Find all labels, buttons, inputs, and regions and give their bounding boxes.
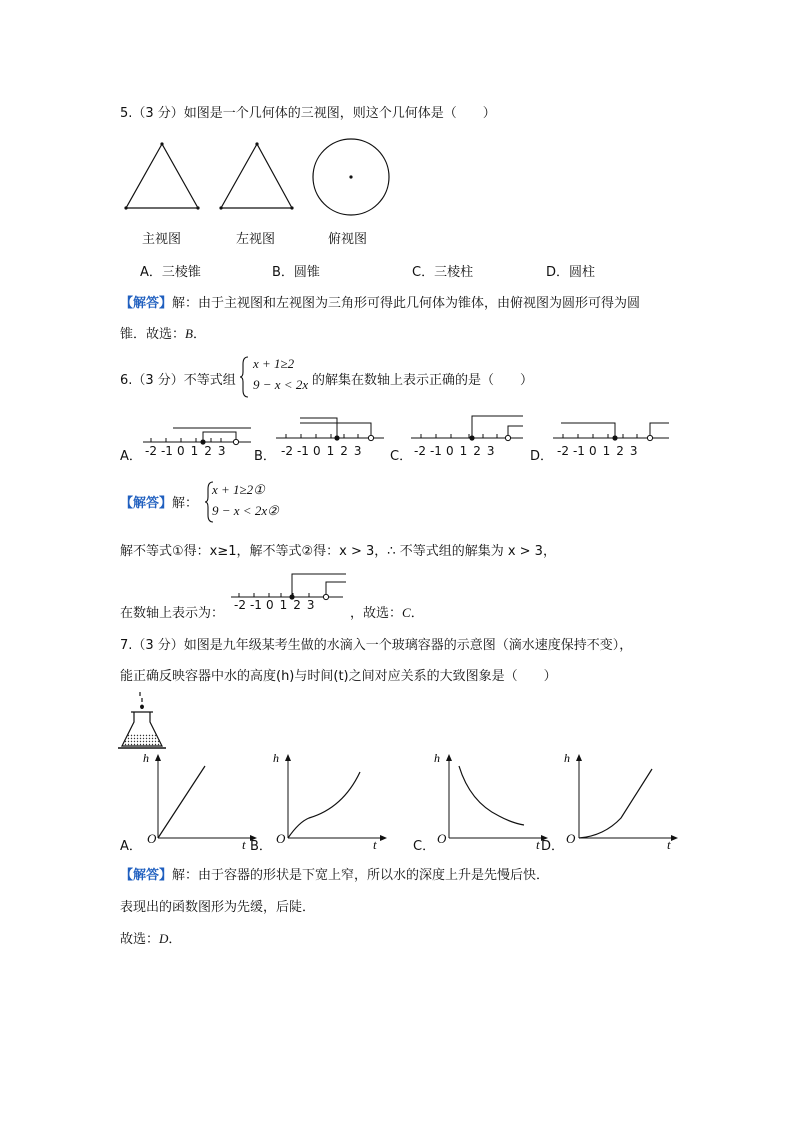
q6-answer-choice: C: [402, 605, 411, 620]
graph-a-origin: O: [147, 831, 157, 846]
q7-option-b-letter: B．: [250, 839, 272, 854]
q6-steps: 解不等式①得：x≥1，解不等式②得：x > 3，∴ 不等式组的解集为 x > 3，: [120, 544, 556, 559]
q6-number-line-prefix: 在数轴上表示为：: [120, 606, 225, 621]
tick-label: -2: [234, 598, 246, 612]
flask-illustration: [118, 692, 168, 752]
tick-label: -1: [572, 444, 585, 458]
graph-c-t-label: t: [536, 837, 540, 852]
q6-option-c-letter: C．: [390, 449, 413, 464]
q6-stem-prefix: 6.（3 分）不等式组: [120, 373, 236, 388]
q6-answer-system-line2: 9 − x < 2x②: [212, 503, 279, 518]
q7-graph-b: [273, 751, 393, 844]
q6-option-b-letter: B．: [254, 449, 276, 464]
tick-label: 0: [265, 598, 274, 612]
q6-brace: [240, 356, 250, 398]
q5-option-b: B．圆锥: [272, 265, 320, 280]
tick-label: 2: [293, 598, 301, 612]
q5-answer-end: ．: [192, 327, 206, 342]
q7-answer-line3: [120, 928, 181, 947]
label-side-view: 左视图: [236, 232, 276, 247]
tick-label: 0: [588, 444, 597, 458]
tick-label: 0: [445, 444, 454, 458]
q7-graph-c: [434, 751, 554, 844]
q7-stem-line1: 7.（3 分）如图是九年级某考生做的水滴入一个玻璃容器的示意图（滴水速度保持不变），: [120, 638, 633, 653]
tick-label: 3: [306, 598, 315, 612]
graph-b-t-label: t: [373, 837, 377, 852]
q5-option-a: A．三棱锥: [140, 265, 201, 280]
tick-label: 0: [312, 444, 321, 458]
q7-graph-a: [143, 751, 258, 844]
graph-d-curve: [579, 769, 652, 838]
graph-d-origin: O: [566, 831, 576, 846]
q6-answer-intro-text: 解：: [172, 496, 199, 511]
q7-stem-line2: 能正确反映容器中水的高度(h)与时间(t)之间对应关系的大致图象是（ ）: [120, 669, 557, 684]
q6-option-a-ticks: [145, 444, 232, 458]
q7-option-a-letter: A．: [120, 839, 142, 854]
tick-label: 3: [629, 444, 638, 458]
graph-c-curve: [459, 766, 524, 825]
q6-answer-intro: [120, 492, 198, 511]
q5-answer-line1: [120, 292, 640, 311]
q6-option-d-ticks: [557, 444, 644, 458]
tick-label: 3: [217, 444, 226, 458]
q5-three-views: [120, 138, 400, 218]
q6-answer-end: ．: [410, 606, 424, 621]
tick-label: -2: [281, 444, 293, 458]
q6-answer-ticks: [234, 598, 321, 612]
tick-label: 1: [459, 444, 468, 458]
tick-label: 2: [473, 444, 481, 458]
answer-tag: 【解答】: [120, 496, 173, 511]
graph-a-curve: [158, 766, 205, 838]
tick-label: -1: [160, 444, 173, 458]
side-view-triangle: [221, 144, 292, 208]
tick-label: -2: [414, 444, 426, 458]
q5-option-c: C．三棱柱: [412, 265, 474, 280]
q5-option-d: D．圆柱: [546, 265, 596, 280]
graph-b-origin: O: [276, 831, 286, 846]
q7-answer-end: ．: [168, 932, 182, 947]
tick-label: 1: [602, 444, 611, 458]
tick-label: 1: [326, 444, 335, 458]
label-top-view: 俯视图: [328, 232, 368, 247]
q5-stem: 5.（3 分）如图是一个几何体的三视图，则这个几何体是（ ）: [120, 106, 496, 121]
tick-label: -2: [145, 444, 157, 458]
answer-tag: 【解答】: [120, 296, 173, 311]
q5-answer-line2: [120, 323, 206, 342]
answer-tag: 【解答】: [120, 868, 173, 883]
tick-label: -1: [296, 444, 309, 458]
q7-option-c-letter: C．: [413, 839, 436, 854]
q5-answer-prefix: 锥．故选：: [120, 327, 186, 342]
tick-label: 2: [340, 444, 348, 458]
graph-d-h-label: h: [564, 751, 570, 765]
q6-option-d-letter: D．: [530, 449, 554, 464]
q7-option-d-letter: D．: [541, 839, 565, 854]
tick-label: -2: [557, 444, 569, 458]
tick-label: 3: [353, 444, 362, 458]
tick-label: 2: [616, 444, 624, 458]
graph-a-t-label: t: [242, 837, 246, 852]
tick-label: -1: [429, 444, 442, 458]
tick-label: 3: [486, 444, 495, 458]
tick-label: 1: [190, 444, 199, 458]
label-front-view: 主视图: [142, 232, 182, 247]
q6-system-line1: x + 1≥2: [253, 356, 295, 371]
q7-answer-prefix: 故选：: [120, 932, 160, 947]
tick-label: -1: [249, 598, 262, 612]
tick-label: 1: [279, 598, 288, 612]
q6-option-a-letter: A．: [120, 449, 142, 464]
graph-b-h-label: h: [273, 751, 279, 765]
q7-answer-line2: 表现出的函数图形为先缓，后陡．: [120, 900, 316, 915]
q7-graph-d: [564, 751, 684, 844]
tick-label: 0: [176, 444, 185, 458]
q6-conclusion: [350, 602, 424, 621]
q6-system-line2: 9 − x < 2x: [253, 377, 309, 392]
q5-answer-choice: B: [185, 326, 193, 341]
q7-answer-choice: D: [159, 931, 169, 946]
graph-c-origin: O: [437, 831, 447, 846]
tick-label: 2: [204, 444, 212, 458]
q6-option-b-ticks: [281, 444, 368, 458]
graph-d-t-label: t: [667, 837, 671, 852]
q6-conclusion-prefix: ，故选：: [350, 606, 403, 621]
graph-c-h-label: h: [434, 751, 440, 765]
graph-b-curve: [288, 772, 360, 838]
q5-answer-text: 解：由于主视图和左视图为三角形可得此几何体为锥体，由俯视图为圆形可得为圆: [172, 296, 641, 311]
front-view-triangle: [126, 144, 198, 208]
q6-answer-system-line1: x + 1≥2①: [212, 482, 265, 497]
q7-answer-text: 解：由于容器的形状是下宽上窄，所以水的深度上升是先慢后快．: [172, 868, 550, 883]
q7-answer-line1: [120, 864, 549, 883]
q6-option-c-ticks: [414, 444, 501, 458]
q6-stem-suffix: 的解集在数轴上表示正确的是（ ）: [312, 373, 534, 388]
graph-a-h-label: h: [143, 751, 149, 765]
